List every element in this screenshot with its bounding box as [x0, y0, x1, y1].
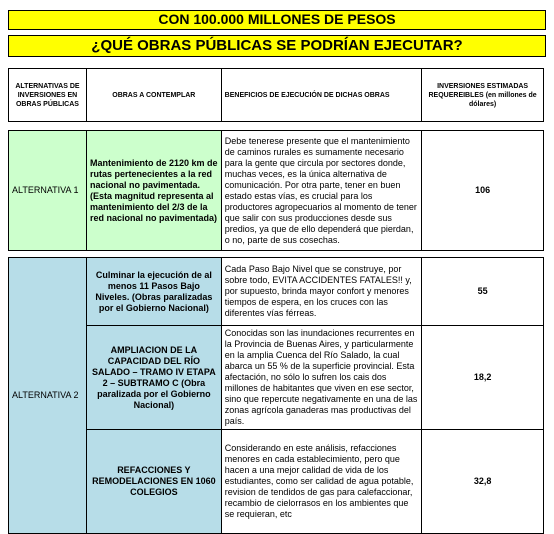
table-row [9, 258, 544, 326]
beneficio-cell: Considerando en este análisis, refacciones menores en cada establecimiento, pero que hacen a una mejor calidad de vida de los estudiantes, como ser calidad de agua potable, revision de tendidos de gas para calefaccionar, recambio de cielorrasos en los ambientes que se requieran, etc [221, 430, 422, 534]
beneficio-cell: Debe tenerese presente que el mantenimiento de caminos rurales es sumamente necesario para la gente que circula por sectores donde, muchas veces, es la única alternativa de comunicación. Por otra parte, tener en buen estado estas vías, es crucial para los productores agropecuarios al momento de tener que salir con sus producciones desde sus predios, ya que de ello dependerá que pierdan, o no, parte de sus cosechas. [221, 131, 422, 251]
table-row [9, 131, 544, 251]
inversion-cell: 18,2 [422, 326, 544, 430]
alternative-label: ALTERNATIVA 1 [9, 131, 87, 251]
inversion-cell: 32,8 [422, 430, 544, 534]
subtitle-banner: ¿QUÉ OBRAS PÚBLICAS SE PODRÍAN EJECUTAR? [8, 35, 546, 57]
header-beneficios: BENEFICIOS DE EJECUCIÓN DE DICHAS OBRAS [221, 69, 422, 122]
title-banner: CON 100.000 MILLONES DE PESOS [8, 10, 546, 30]
header-obras: OBRAS A CONTEMPLAR [86, 69, 221, 122]
table-row [9, 430, 544, 534]
header-table [8, 68, 544, 122]
beneficio-cell: Cada Paso Bajo Nivel que se construye, por sobre todo, EVITA ACCIDENTES FATALES!! y, por supuesto, brinda mayor confort y menores tiempos de espera, en los cruces con las diferentes vías férreas. [221, 258, 422, 326]
obra-cell: AMPLIACION DE LA CAPACIDAD DEL RÍO SALADO – TRAMO IV ETAPA 2 – SUBTRAMO C (Obra paralizada por el Gobierno Nacional) [86, 326, 221, 430]
alternative-label: ALTERNATIVA 2 [9, 258, 87, 534]
inversion-cell: 55 [422, 258, 544, 326]
obra-cell: REFACCIONES Y REMODELACIONES EN 1060 COLEGIOS [86, 430, 221, 534]
table-row [9, 326, 544, 430]
header-inversiones-unit: (en millones de dólares) [468, 91, 537, 108]
header-inversiones [422, 69, 544, 122]
obra-cell: Mantenimiento de 2120 km de rutas pertenecientes a la red nacional no pavimentada. (Esta magnitud representa al mantenimiento del 2/3 de la red nacional no pavimentada) [86, 131, 221, 251]
header-inversiones-label: INVERSIONES ESTIMADAS REQUEREIBLES [428, 82, 529, 99]
beneficio-cell: Conocidas son las inundaciones recurrentes en la Provincia de Buenas Aires, y particularmente en la amplia Cuenca del Río Salado, la cual abarca un 55 % de la superficie provincial. Esta afectación, no sólo lo sufren los cais dos millones de habitantes que viven en ese sector, sino que repercute negativamente en una de las zonas agrícola ganaderas mas productivas del país. [221, 326, 422, 430]
header-alternativas: ALTERNATIVAS DE INVERSIONES EN OBRAS PÚBLICAS [9, 69, 87, 122]
inversion-cell: 106 [422, 131, 544, 251]
row-separator [9, 251, 544, 258]
works-table [8, 130, 544, 534]
obra-cell: Culminar la ejecución de al menos 11 Pasos Bajo Niveles. (Obras paralizadas por el Gobierno Nacional) [86, 258, 221, 326]
